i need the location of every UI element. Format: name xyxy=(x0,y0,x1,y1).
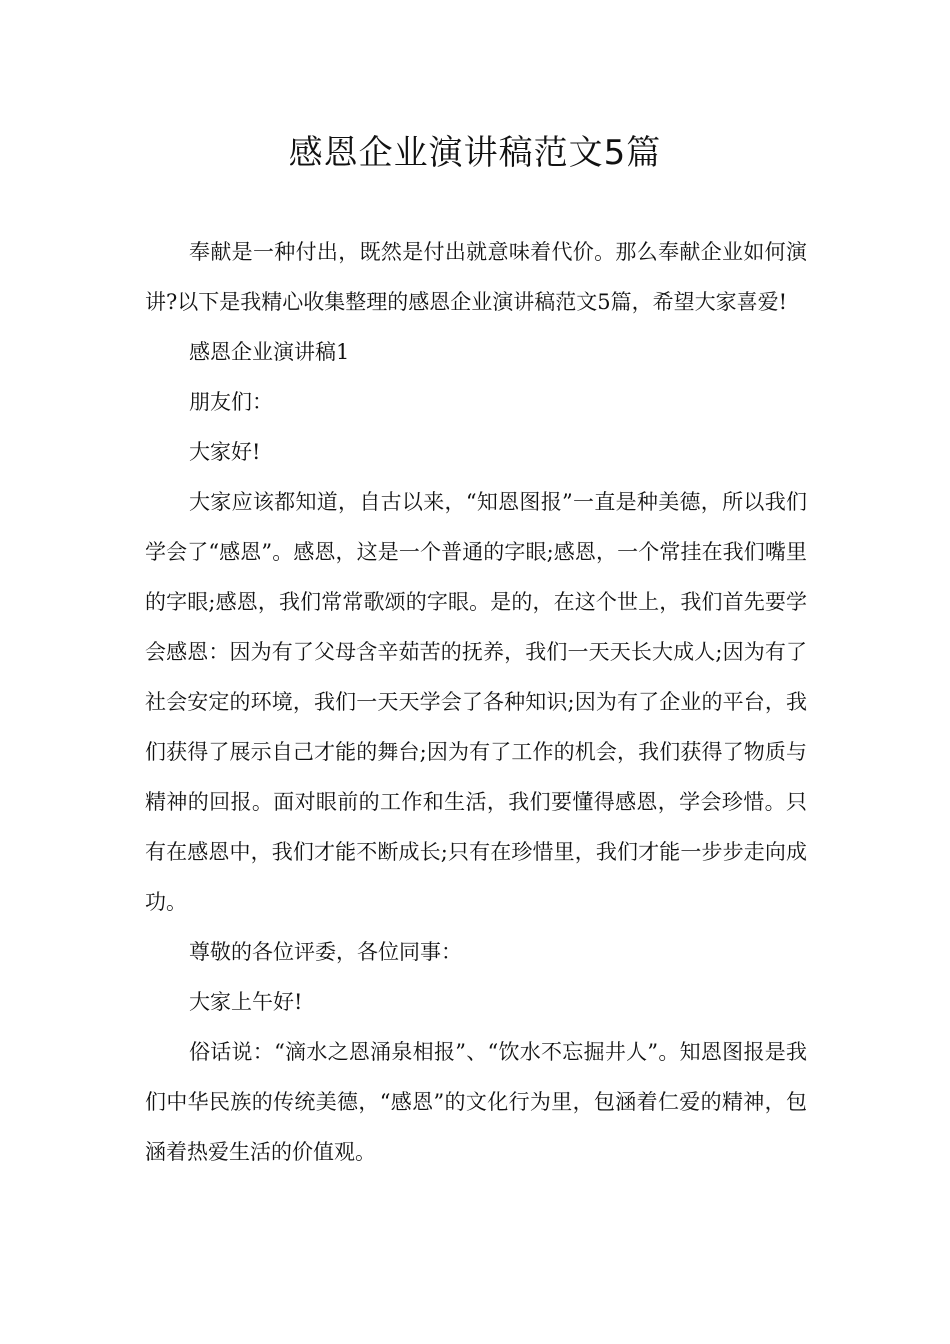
section-heading: 感恩企业演讲稿1 xyxy=(189,340,350,364)
salutation: 尊敬的各位评委，各位同事： xyxy=(189,940,462,964)
document-body xyxy=(145,227,807,1177)
body-paragraph: 俗话说：“滴水之恩涌泉相报”、“饮水不忘掘井人”。知恩图报是我们中华民族的传统美德，“感恩”的文化行为里，包涵着仁爱的精神，包涵着热爱生活的价值观。 xyxy=(145,1040,807,1164)
document-title: 感恩企业演讲稿范文5篇 xyxy=(288,133,662,173)
intro-paragraph: 奉献是一种付出，既然是付出就意味着代价。那么奉献企业如何演讲?以下是我精心收集整理的感恩企业演讲稿范文5篇，希望大家喜爱! xyxy=(145,240,807,314)
salutation: 朋友们： xyxy=(189,390,273,414)
body-paragraph: 大家应该都知道，自古以来，“知恩图报”一直是种美德，所以我们学会了“感恩”。感恩，这是一个普通的字眼;感恩，一个常挂在我们嘴里的字眼;感恩，我们常常歌颂的字眼。是的，在这个世上，我们首先要学会感恩：因为有了父母含辛茹苦的抚养，我们一天天长大成人;因为有了社会安定的环境，我们一天天学会了各种知识;因为有了企业的平台，我们获得了展示自己才能的舞台;因为有了工作的机会，我们获得了物质与精神的回报。面对眼前的工作和生活，我们要懂得感恩，学会珍惜。只有在感恩中，我们才能不断成长;只有在珍惜里，我们才能一步步走向成功。 xyxy=(145,490,807,914)
greeting: 大家好! xyxy=(189,440,261,464)
greeting: 大家上午好! xyxy=(189,990,303,1014)
